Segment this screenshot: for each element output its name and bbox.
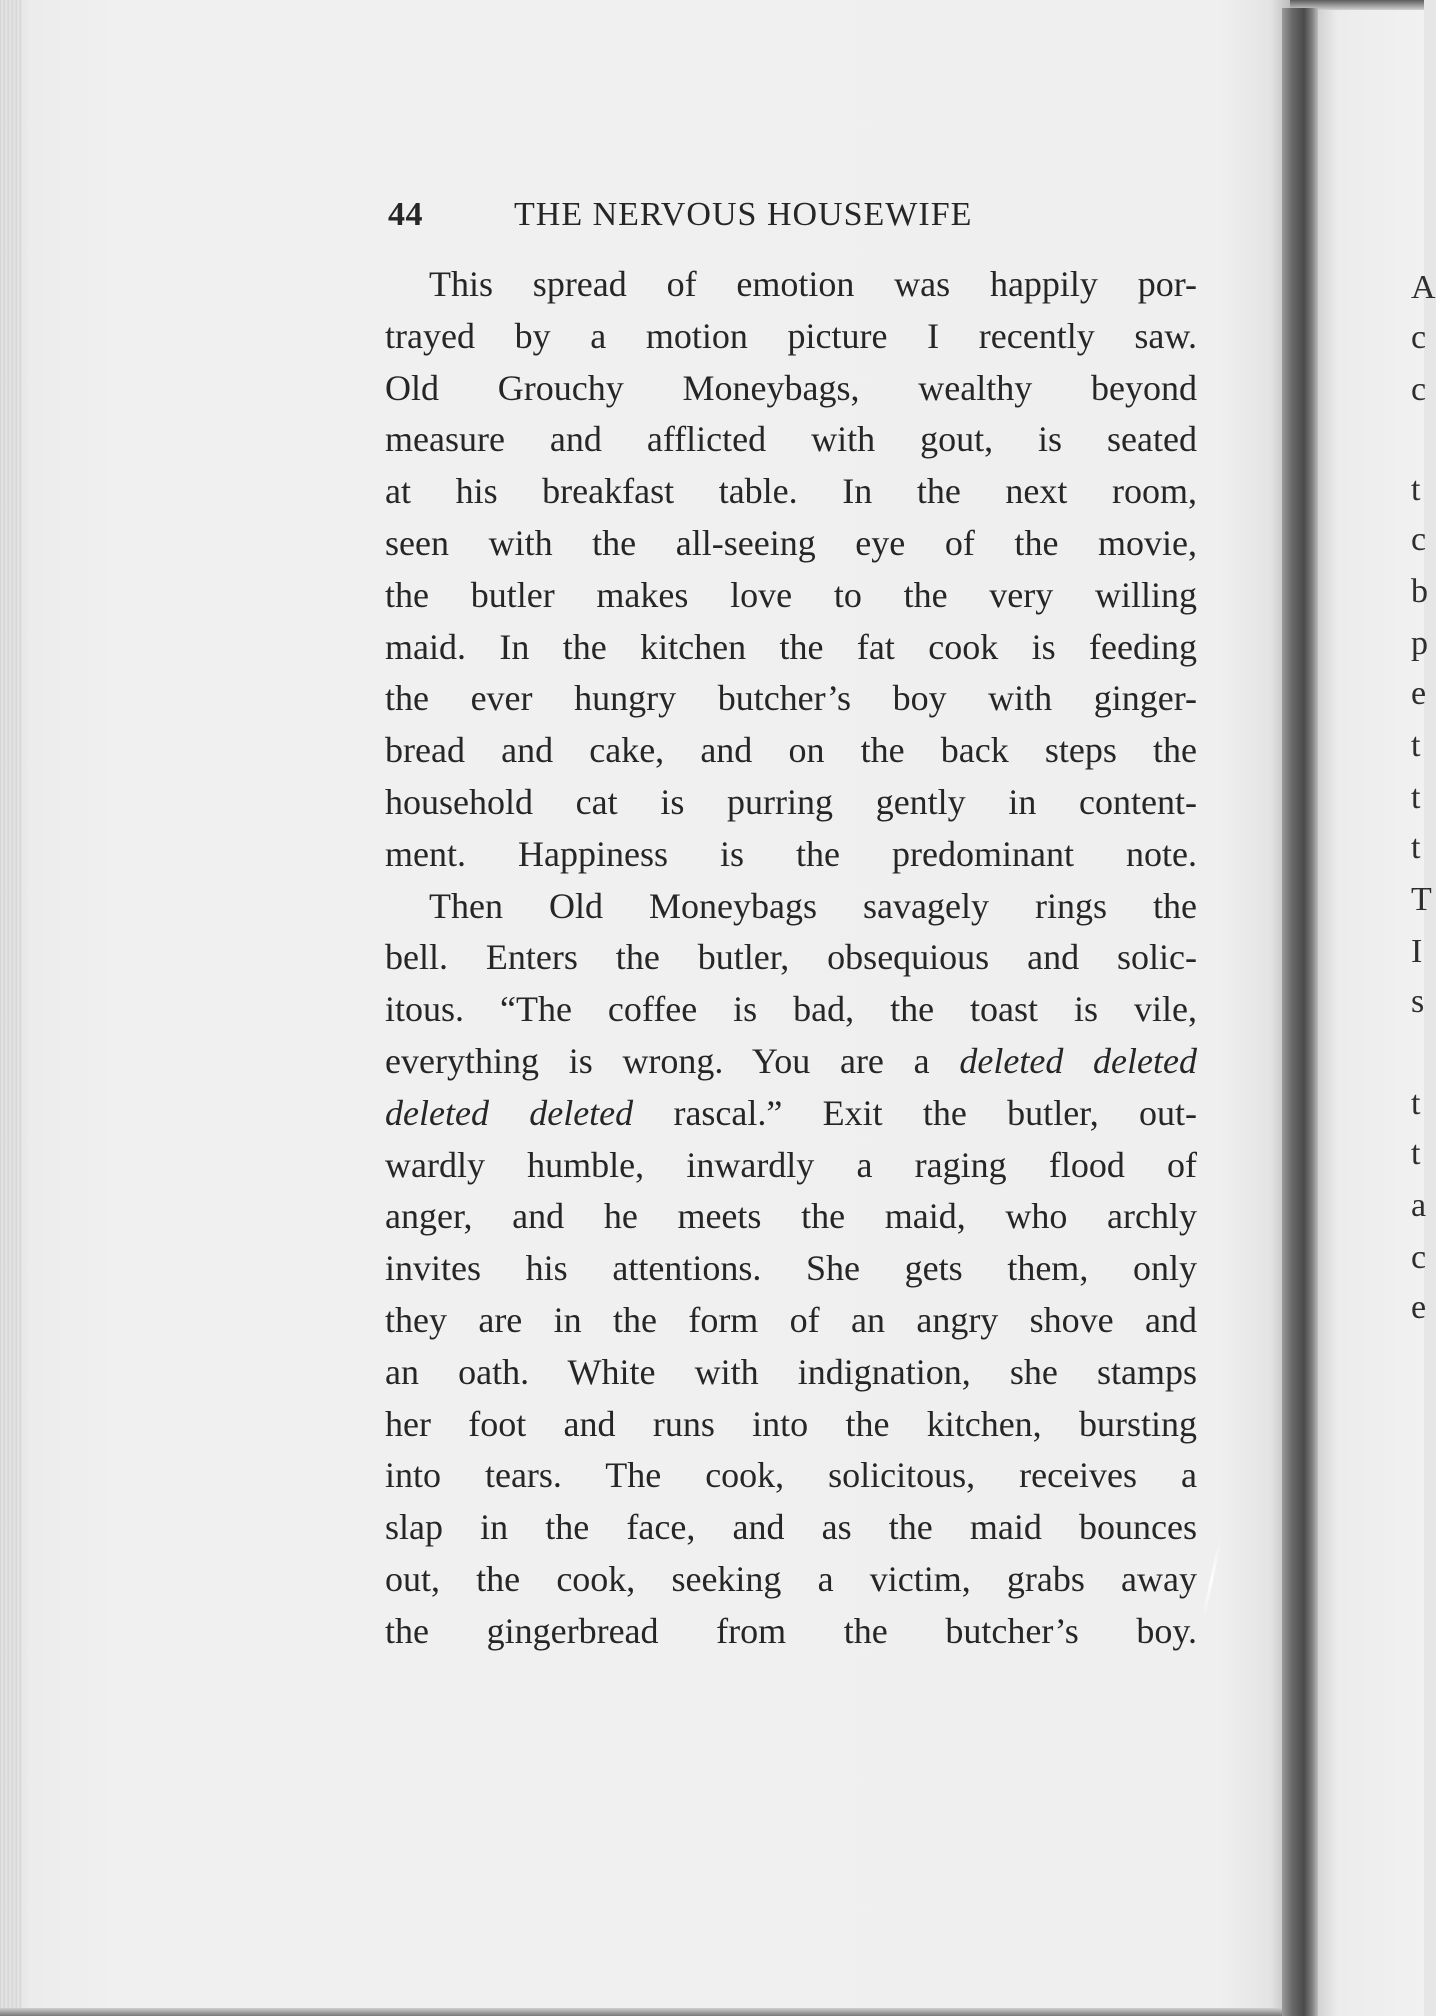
text-line: the butler makes love to the very willing bbox=[385, 574, 1197, 615]
text-line: they are in the form of an angry shove and bbox=[385, 1299, 1197, 1340]
page-stack-edges bbox=[0, 0, 22, 2016]
facing-page-letter: t bbox=[1411, 727, 1421, 764]
facing-page-letter: t bbox=[1411, 1085, 1421, 1122]
facing-page-letter: p bbox=[1411, 625, 1428, 662]
text-line: Then Old Moneybags savagely rings the bbox=[429, 885, 1197, 926]
text-line: measure and afflicted with gout, is seated bbox=[385, 419, 1197, 460]
facing-page-letter: e bbox=[1411, 675, 1427, 712]
italic-text-segment: deleted deleted bbox=[385, 1092, 634, 1133]
text-line: slap in the face, and as the maid bounces bbox=[385, 1507, 1197, 1548]
facing-page-letter: s bbox=[1411, 983, 1425, 1020]
body-text bbox=[385, 259, 1197, 1658]
text-line: bread and cake, and on the back steps the bbox=[385, 730, 1197, 771]
facing-page bbox=[1318, 10, 1424, 2016]
text-line: anger, and he meets the maid, who archly bbox=[385, 1196, 1197, 1237]
text-line: This spread of emotion was happily por- bbox=[429, 264, 1197, 304]
text-line: maid. In the kitchen the fat cook is feeding bbox=[385, 626, 1197, 667]
text-line: itous. “The coffee is bad, the toast is vile, bbox=[385, 989, 1197, 1030]
facing-page-letter: I bbox=[1411, 933, 1423, 970]
text-segment: everything is wrong. You are a bbox=[385, 1040, 960, 1081]
text-line: out, the cook, seeking a victim, grabs away bbox=[385, 1558, 1197, 1599]
text-line: at his breakfast table. In the next room, bbox=[385, 471, 1197, 512]
text-line bbox=[385, 1036, 1197, 1088]
text-line: wardly humble, inwardly a raging flood of bbox=[385, 1144, 1197, 1185]
text-line: household cat is purring gently in content- bbox=[385, 781, 1197, 822]
book-title: THE NERVOUS HOUSEWIFE bbox=[514, 196, 973, 233]
facing-page-letter: a bbox=[1411, 1187, 1427, 1224]
text-line: seen with the all-seeing eye of the movie, bbox=[385, 522, 1197, 563]
facing-page-letter: c bbox=[1411, 371, 1427, 408]
facing-page-letter: T bbox=[1411, 881, 1432, 918]
text-line: Old Grouchy Moneybags, wealthy beyond bbox=[385, 367, 1197, 408]
text-line: invites his attentions. She gets them, only bbox=[385, 1248, 1197, 1289]
running-head bbox=[388, 196, 1198, 244]
text-line: an oath. White with indignation, she stamps bbox=[385, 1351, 1197, 1392]
book-bottom-edge bbox=[0, 2008, 1300, 2016]
text-line: bell. Enters the butler, obsequious and solic- bbox=[385, 937, 1197, 978]
text-line: into tears. The cook, solicitous, receives a bbox=[385, 1455, 1197, 1496]
text-line: her foot and runs into the kitchen, bursting bbox=[385, 1403, 1197, 1444]
facing-page-letter: t bbox=[1411, 1135, 1421, 1172]
facing-page-letter: b bbox=[1411, 573, 1428, 610]
text-segment: rascal.” Exit the butler, out- bbox=[633, 1092, 1197, 1133]
text-line bbox=[385, 1088, 1197, 1140]
book-spine-gutter bbox=[1282, 8, 1318, 2016]
facing-page-letter: c bbox=[1411, 521, 1427, 558]
facing-page-letter: t bbox=[1411, 779, 1421, 816]
facing-page-letter: t bbox=[1411, 471, 1421, 508]
text-line: trayed by a motion picture I recently saw. bbox=[385, 315, 1197, 356]
facing-page-letter: e bbox=[1411, 1289, 1427, 1326]
facing-page-letter: c bbox=[1411, 1239, 1427, 1276]
text-line: the ever hungry butcher’s boy with ginger- bbox=[385, 678, 1197, 719]
text-line: ment. Happiness is the predominant note. bbox=[385, 833, 1197, 874]
italic-text-segment: deleted deleted bbox=[959, 1040, 1197, 1081]
facing-page-letter: A bbox=[1411, 269, 1436, 306]
page-number: 44 bbox=[388, 196, 423, 233]
facing-page-letter: t bbox=[1411, 829, 1421, 866]
facing-page-letter: c bbox=[1411, 319, 1427, 356]
text-line: the gingerbread from the butcher’s boy. bbox=[385, 1610, 1197, 1651]
